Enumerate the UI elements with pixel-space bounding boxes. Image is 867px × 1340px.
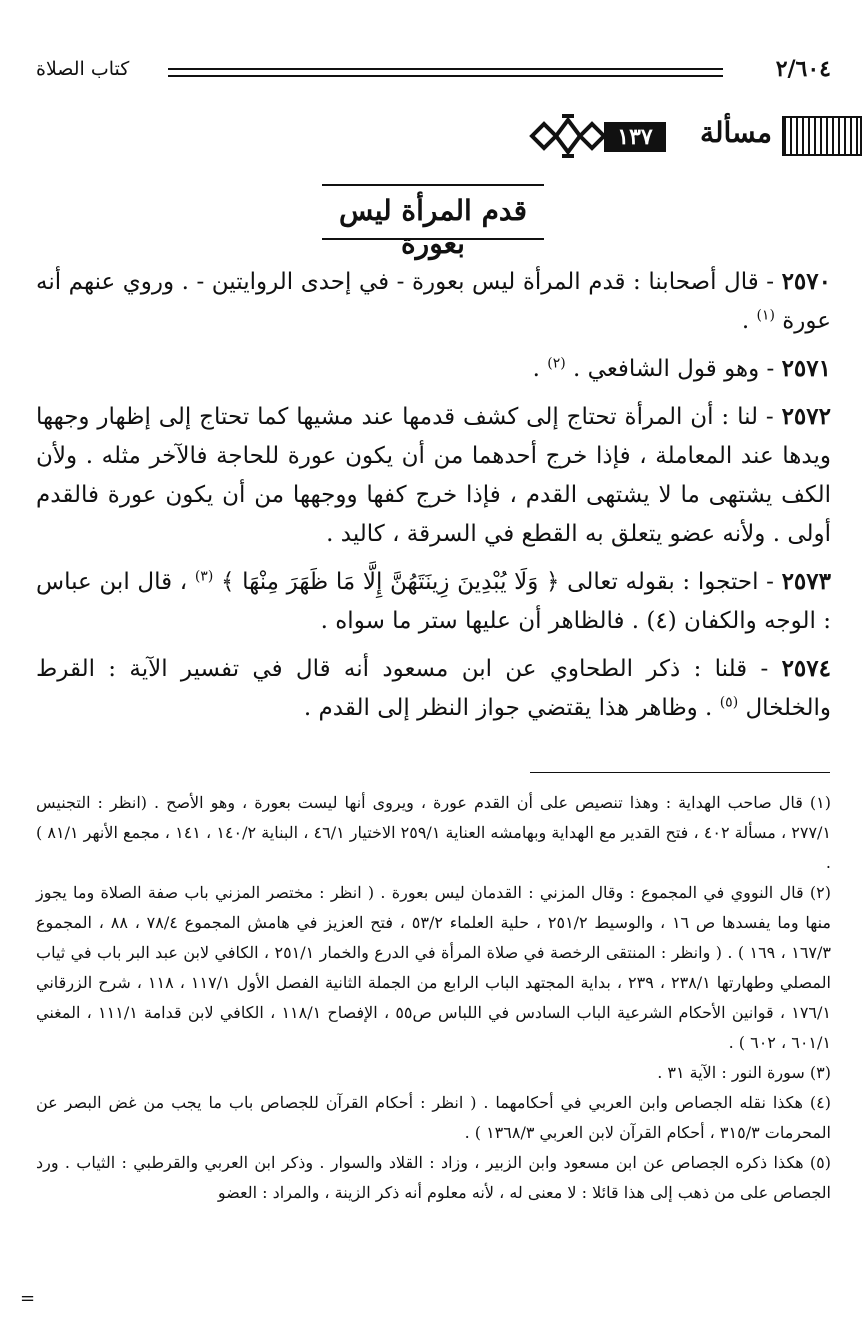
page-number: ٢/٦٠٤ <box>775 56 831 82</box>
paragraph-number: ٢٥٧٢ <box>781 403 831 430</box>
paragraph-number: ٢٥٧٤ <box>781 655 831 682</box>
paragraph-text: - لنا : أن المرأة تحتاج إلى كشف قدمها عند مشيها كما تحتاج إلى إظهار وجهها ويدها عند المعاملة ، فإذا خرج أحدهما من أن يكون عورة للحاجة فالآخر مثله . ولأن الكف يشتهى ما لا يشتهى القدم ، فإذا خرج كفها ووجهها من أن يكون عورة فالقدم أولى . ولأنه عضو يتعلق به القطع في السرقة ، كاليد . <box>36 404 831 547</box>
footnote: (١) قال صاحب الهداية : وهذا تنصيص على أن القدم عورة ، ويروى أنها ليست بعورة ، وهو الأصح . (انظر : التجنيس ٢٧٧/١ ، مسألة ٤٠٢ ، فتح القدير مع الهداية وبهامشه العناية ٢٥٩/١ الاختيار ٤٦/١ ، البناية ١٤٠/٢ ، ١٤١ ، مجمع الأنهر ٨١/١ ) . <box>36 793 832 872</box>
paragraph <box>36 262 831 341</box>
footnote-ref: (٢) <box>547 355 566 372</box>
footnote-ref: (٣) <box>194 568 214 585</box>
footnote: (٤) هكذا نقله الجصاص وابن العربي في أحكامهما . ( انظر : أحكام القرآن للجصاص باب ما يجب من غض البصر عن المحرمات ٣١٥/٣ ، أحكام القرآن لابن العربي ١٣٦٨/٣ ) . <box>36 1093 831 1142</box>
paragraph-text: - قال أصحابنا : قدم المرأة ليس بعورة - في إحدى الروايتين - . وروي عنهم أنه عورة <box>36 269 831 334</box>
footnote-ref: (٥) <box>719 694 739 711</box>
paragraph-tail: . <box>532 356 548 382</box>
paragraph <box>36 562 831 641</box>
masala-number: ١٣٧ <box>604 122 666 152</box>
continuation-mark: = <box>20 1288 36 1309</box>
header-rule <box>168 68 723 77</box>
paragraph <box>36 349 831 389</box>
paragraph-number: ٢٥٧٣ <box>781 568 831 595</box>
paragraph-text: - قلنا : ذكر الطحاوي عن ابن مسعود أنه قال في تفسير الآية : القرط والخلخال <box>36 656 831 721</box>
paragraph-number: ٢٥٧١ <box>781 355 831 382</box>
section-title: قدم المرأة ليس بعورة <box>339 194 527 260</box>
masala-banner <box>528 112 862 160</box>
paragraph <box>36 649 831 728</box>
book-title: كتاب الصلاة <box>36 58 130 80</box>
paragraph-tail: ، قال ابن عباس : الوجه والكفان (٤) . فالظاهر أن عليها ستر ما سواه . <box>36 569 831 634</box>
footnote-ref: (١) <box>756 307 775 324</box>
paragraph-text: - وهو قول الشافعي . <box>573 356 782 382</box>
paragraph-tail: . <box>741 308 757 334</box>
footnote: (٢) قال النووي في المجموع : وقال المزني : القدمان ليس بعورة . ( انظر : مختصر المزني باب صفة الصلاة وما يجوز منها وما يفسدها ص ١٦ ، والوسيط ٢٥١/٢ ، حلية العلماء ٥٣/٢ ، فتح العزيز في هامش المجموع ٧٨/٤ ، ٨٨ ، المجموع ١٦٧/٣ ، ١٦٩ ) . ( وانظر : المنتقى الرخصة في صلاة المرأة في الدرع والخمار ٢٥١/١ ، الكافي لابن عبد البر باب في ثياب المصلي وطهارتها ٢٣٨/١ ، ٢٣٩ ، بداية المجتهد الباب الرابع من الجملة الثانية الفصل الأول ١١٧/١ ، ١١٨ ، شرح الزرقاني ١٧٦/١ ، قوانين الأحكام الشرعية الباب السادس في اللباس ص٥٥ ، الإفصاح ١١٨/١ ، الكافي لابن قدامة ١١١/١ ، المغني ٦٠١/١ ، ٦٠٢ ) . <box>36 883 832 1052</box>
hatch-ornament <box>782 116 862 156</box>
masala-label: مسألة <box>699 116 772 149</box>
footnote: (٥) هكذا ذكره الجصاص عن ابن مسعود وابن الزبير ، وزاد : القلاد والسوار . وذكر ابن العربي والقرطبي : الثياب . ورد الجصاص على من ذهب إلى هذا قائلا : لا معنى له ، لأنه معلوم أنه ذكر الزينة ، والمراد : العضو <box>36 1153 831 1202</box>
footnote-separator <box>530 772 830 773</box>
paragraph-number: ٢٥٧٠ <box>781 268 831 295</box>
interlace-ornament-icon <box>528 112 608 160</box>
paragraph <box>36 397 831 554</box>
paragraph-text: - احتجوا : بقوله تعالى ﴿ وَلَا يُبْدِينَ زِينَتَهُنَّ إِلَّا مَا ظَهَرَ مِنْهَا ﴾ <box>220 569 782 595</box>
main-text <box>36 262 831 736</box>
running-header <box>36 56 831 86</box>
footnotes <box>36 788 831 1208</box>
section-title-box <box>322 184 544 260</box>
footnote: (٣) سورة النور : الآية ٣١ . <box>657 1063 831 1082</box>
paragraph-tail: . وظاهر هذا يقتضي جواز النظر إلى القدم . <box>303 695 720 721</box>
